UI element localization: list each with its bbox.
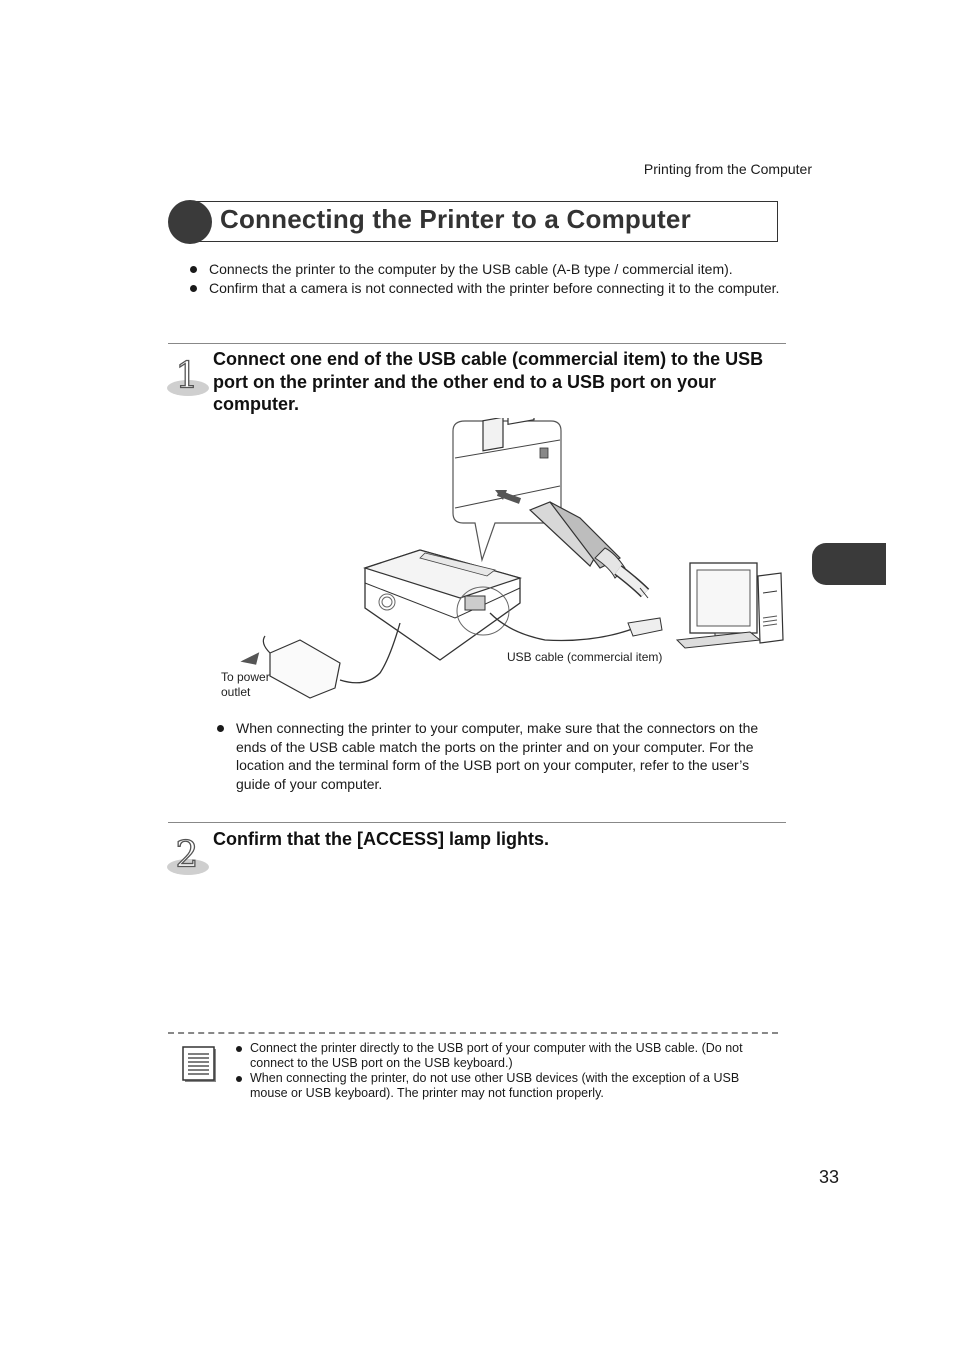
intro-list — [190, 260, 780, 297]
usb-cable — [490, 613, 635, 641]
intro-bullet: Connects the printer to the computer by the USB cable (A-B type / commercial item). — [190, 260, 780, 279]
running-header: Printing from the Computer — [643, 161, 812, 177]
usb-b-plug-illustration — [530, 502, 648, 598]
title-bullet-circle — [168, 200, 212, 244]
step-1-number: 1 — [175, 356, 199, 397]
step-divider — [168, 343, 786, 344]
printer-illustration — [365, 550, 520, 660]
page-title: Connecting the Printer to a Computer — [220, 204, 691, 234]
memo-divider — [168, 1032, 778, 1034]
step-2-number: 2 — [175, 835, 199, 876]
step-1-note: When connecting the printer to your computer, make sure that the connectors on the ends of the USB cable match the ports on the printer and on your computer. For the location and the terminal form of the USB port on your computer, refer to the user’s guide of your computer. — [217, 719, 787, 793]
ac-adapter — [270, 640, 340, 698]
page-number: 33 — [818, 1167, 839, 1187]
memo-note-icon — [182, 1046, 218, 1084]
step-2-instruction: Confirm that the [ACCESS] lamp lights. — [213, 829, 550, 849]
step-2-badge — [167, 833, 211, 877]
usb-port-callout — [453, 418, 561, 560]
memo-bullet: When connecting the printer, do not use other USB devices (with the exception of a USB mouse or USB keyboard). The printer may not function properly. — [236, 1071, 766, 1101]
memo-bullet: Connect the printer directly to the USB port of your computer with the USB cable. (Do not connect to the USB port on the USB keyboard.) — [236, 1041, 766, 1071]
usb-cable-label: USB cable (commercial item) — [507, 650, 663, 664]
step-divider — [168, 822, 786, 823]
connection-diagram — [215, 418, 790, 708]
chapter-tab — [812, 543, 886, 585]
step-1-notes — [217, 719, 787, 793]
arrow-to-outlet-icon — [245, 655, 257, 663]
memo-list — [236, 1041, 766, 1101]
computer-illustration — [677, 563, 783, 648]
power-outlet-label-line2: outlet — [221, 685, 251, 699]
usb-a-plug — [628, 618, 662, 636]
step-1-badge — [167, 354, 211, 398]
power-outlet-label-line1: To power — [221, 670, 270, 684]
step-1-instruction: Connect one end of the USB cable (commercial item) to the USB port on the printer and the other end to a USB port on your computer. — [213, 349, 764, 414]
power-cable — [340, 623, 400, 683]
intro-bullet: Confirm that a camera is not connected with the printer before connecting it to the computer. — [190, 279, 780, 298]
